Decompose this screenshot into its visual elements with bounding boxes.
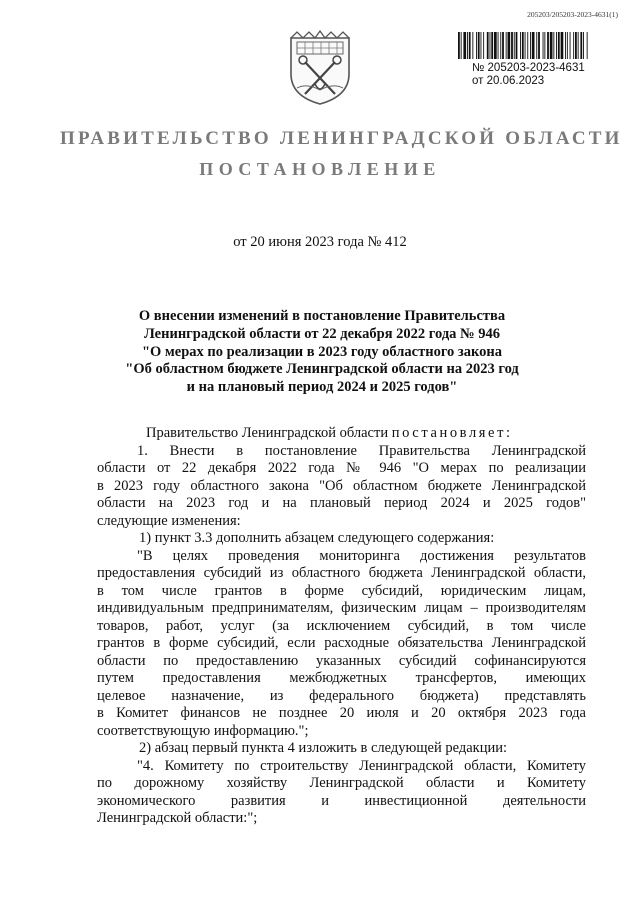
document-id: 205203/205203-2023-4631(1) [527,10,618,19]
paragraph-line: следующие изменения: [97,512,241,529]
subject-line: и на плановый период 2024 и 2025 годов" [186,379,458,396]
quote-line: в том числе грантов в форме субсидий, юридическим лицам, [97,582,586,599]
paragraph-line: 1. Внести в постановление Правительства Ленинградской [137,442,586,459]
subject-line: О внесении изменений в постановление Правительства [138,308,506,324]
paragraph-line: в 2023 году областного закона "Об областном бюджете Ленинградской [97,477,586,494]
quote-line: грантов в форме субсидий, если расходные обязательства Ленинградской [97,635,586,651]
preamble-prefix: Правительство Ленинградской области [146,425,392,441]
quote-line: предоставления субсидий из областного бюджета Ленинградской области, [97,565,586,581]
quote-line: целевое назначение, из федерального бюджета) представлять [97,687,586,704]
quote-line: области по предоставлению указанных субсидий софинансируются [97,652,586,669]
paragraph-line: области от 22 декабря 2022 года № 946 "О мерах по реализации [97,460,586,476]
subject-line: "О мерах по реализации в 2023 году областного закона [141,343,503,360]
quote-line: Ленинградской области:"; [97,810,258,826]
preamble-verb: постановляет: [391,425,513,441]
paragraph-line: области на 2023 год и на плановый период 2024 и 2025 годов" [97,495,586,511]
quote-line: "4. Комитету по строительству Ленинградской области, Комитету [137,757,586,774]
document-subject [80,308,564,397]
quote-line: путем предоставления межбюджетных трансфертов, имеющих [97,670,586,686]
document-date: от 20 июня 2023 года № 412 [233,234,407,250]
preamble [97,425,586,443]
barcode-icon [458,32,588,59]
subject-line: Ленинградской области от 22 декабря 2022 года № 946 [143,325,501,342]
quote-line: экономического развития и инвестиционной деятельности [97,792,586,809]
quote-line: соответствующую информацию."; [97,722,309,739]
registration-number: № 205203-2023-4631 [472,62,585,74]
quote-line: "В целях проведения мониторинга достижения результатов [137,547,586,564]
paragraph-line: 2) абзац первый пункта 4 изложить в следующей редакции: [139,740,508,756]
subject-line: "Об областном бюджете Ленинградской области на 2023 год [125,361,519,378]
quote-line: товаров, работ, услуг (за исключением субсидий, в том числе [97,617,586,634]
registration-date: от 20.06.2023 [472,75,545,87]
quote-line: индивидуальным предпринимателям, физическим лицам – производителям [97,600,586,616]
government-title: ПРАВИТЕЛЬСТВО ЛЕНИНГРАДСКОЙ ОБЛАСТИ [60,128,623,149]
paragraph-line: 1) пункт 3.3 дополнить абзацем следующего содержания: [139,530,495,546]
document-type: ПОСТАНОВЛЕНИЕ [199,159,441,179]
coat-of-arms-icon [287,28,353,106]
quote-line: в Комитет финансов не позднее 20 июля и 20 октября 2023 года [97,705,586,721]
registration-block [472,62,585,88]
quote-line: по дорожному хозяйству Ленинградской области и Комитету [97,775,586,791]
document-body [97,425,586,828]
